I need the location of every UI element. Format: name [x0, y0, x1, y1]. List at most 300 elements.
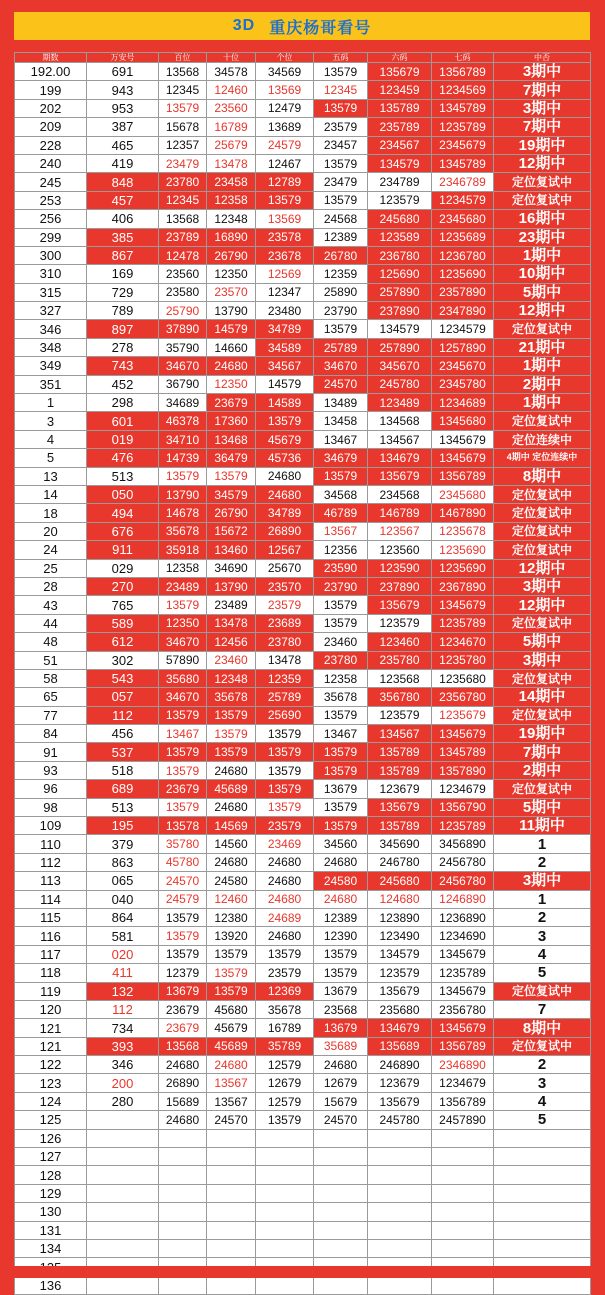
cell-units: 23579 — [256, 964, 314, 982]
cell-number: 863 — [87, 853, 159, 871]
cell-six-code: 125690 — [368, 265, 432, 283]
cell-tens: 24680 — [207, 853, 256, 871]
cell-result: 5 — [494, 1111, 591, 1129]
cell-six-code: 135679 — [368, 798, 432, 816]
blank-row — [15, 1240, 591, 1258]
cell-number: 406 — [87, 210, 159, 228]
cell-seven-code: 1345679 — [432, 596, 494, 614]
table-row — [15, 99, 591, 117]
banner-title: 重庆杨哥看号 — [269, 19, 372, 37]
table-row — [15, 283, 591, 301]
cell-units: 12467 — [256, 154, 314, 172]
cell-units: 14589 — [256, 394, 314, 412]
cell-number: 689 — [87, 780, 159, 798]
cell-tens: 23570 — [207, 283, 256, 301]
cell-seven-code: 1345679 — [432, 430, 494, 448]
cell-seven-code: 1345789 — [432, 743, 494, 761]
cell-hundreds: 36790 — [159, 375, 207, 393]
table-row — [15, 725, 591, 743]
cell-result: 19期中 — [494, 725, 591, 743]
cell-seven-code: 1357890 — [432, 761, 494, 779]
cell-period: 20 — [15, 522, 87, 540]
cell-number — [87, 1166, 159, 1184]
cell-number: 537 — [87, 743, 159, 761]
cell-hundreds: 15678 — [159, 118, 207, 136]
cell-hundreds: 13467 — [159, 725, 207, 743]
cell-number: 040 — [87, 890, 159, 908]
cell-result: 定位复试中 — [494, 522, 591, 540]
cell-result: 定位复试中 — [494, 982, 591, 1000]
cell-five-code: 13467 — [314, 725, 368, 743]
cell-period: 116 — [15, 927, 87, 945]
cell-units: 34789 — [256, 320, 314, 338]
cell-tens — [207, 1276, 256, 1294]
cell-hundreds: 12379 — [159, 964, 207, 982]
table-row — [15, 688, 591, 706]
cell-result: 23期中 — [494, 228, 591, 246]
cell-seven-code: 1234679 — [432, 780, 494, 798]
cell-period: 228 — [15, 136, 87, 154]
cell-units — [256, 1166, 314, 1184]
cell-five-code: 23460 — [314, 633, 368, 651]
cell-five-code — [314, 1166, 368, 1184]
cell-number: 411 — [87, 964, 159, 982]
cell-units: 23578 — [256, 228, 314, 246]
cell-units: 12789 — [256, 173, 314, 191]
cell-result: 2 — [494, 908, 591, 926]
cell-hundreds: 57890 — [159, 651, 207, 669]
cell-six-code: 135789 — [368, 761, 432, 779]
cell-units: 35789 — [256, 1037, 314, 1055]
cell-seven-code: 1234569 — [432, 81, 494, 99]
header-period: 期数 — [15, 53, 87, 63]
cell-tens — [207, 1203, 256, 1221]
cell-number: 743 — [87, 357, 159, 375]
cell-period: 58 — [15, 669, 87, 687]
cell-tens: 12348 — [207, 210, 256, 228]
cell-period: 44 — [15, 614, 87, 632]
cell-five-code: 25890 — [314, 283, 368, 301]
cell-seven-code: 1235678 — [432, 522, 494, 540]
cell-six-code: 237890 — [368, 302, 432, 320]
cell-tens: 13579 — [207, 725, 256, 743]
top-strip — [0, 0, 605, 12]
cell-five-code: 23790 — [314, 302, 368, 320]
cell-six-code: 135679 — [368, 596, 432, 614]
cell-five-code: 23790 — [314, 577, 368, 595]
cell-tens: 13579 — [207, 964, 256, 982]
cell-seven-code: 1356789 — [432, 63, 494, 81]
cell-six-code: 234567 — [368, 136, 432, 154]
table-row — [15, 136, 591, 154]
cell-six-code: 237890 — [368, 577, 432, 595]
cell-result: 4 — [494, 945, 591, 963]
table-row — [15, 743, 591, 761]
table-row — [15, 485, 591, 503]
cell-five-code: 13579 — [314, 320, 368, 338]
cell-result: 3期中 — [494, 577, 591, 595]
cell-hundreds: 13568 — [159, 1037, 207, 1055]
cell-hundreds: 13579 — [159, 743, 207, 761]
header-units: 个位 — [256, 53, 314, 63]
cell-six-code: 123590 — [368, 559, 432, 577]
cell-hundreds: 35780 — [159, 835, 207, 853]
cell-result: 14期中 — [494, 688, 591, 706]
cell-units: 23780 — [256, 633, 314, 651]
cell-five-code: 13579 — [314, 798, 368, 816]
table-row — [15, 394, 591, 412]
cell-result: 4 — [494, 1092, 591, 1110]
cell-tens: 12460 — [207, 890, 256, 908]
cell-number: 789 — [87, 302, 159, 320]
cell-six-code: 234568 — [368, 485, 432, 503]
cell-five-code: 23568 — [314, 1000, 368, 1018]
cell-five-code — [314, 1221, 368, 1239]
cell-five-code: 12345 — [314, 81, 368, 99]
cell-number: 897 — [87, 320, 159, 338]
cell-seven-code: 1235780 — [432, 651, 494, 669]
cell-tens: 35678 — [207, 688, 256, 706]
cell-result: 5期中 — [494, 633, 591, 651]
cell-hundreds: 23679 — [159, 1019, 207, 1037]
cell-five-code: 13679 — [314, 780, 368, 798]
cell-hundreds: 13579 — [159, 798, 207, 816]
cell-hundreds: 12358 — [159, 559, 207, 577]
cell-seven-code: 2345780 — [432, 375, 494, 393]
cell-tens: 24680 — [207, 1056, 256, 1074]
cell-seven-code — [432, 1276, 494, 1294]
cell-period: 48 — [15, 633, 87, 651]
cell-six-code — [368, 1221, 432, 1239]
cell-number: 057 — [87, 688, 159, 706]
cell-hundreds: 13579 — [159, 99, 207, 117]
cell-tens: 13460 — [207, 541, 256, 559]
cell-period: 91 — [15, 743, 87, 761]
cell-six-code: 135689 — [368, 1037, 432, 1055]
cell-seven-code: 1235789 — [432, 817, 494, 835]
cell-units: 12479 — [256, 99, 314, 117]
cell-tens: 13579 — [207, 743, 256, 761]
cell-seven-code: 2346890 — [432, 1056, 494, 1074]
cell-result: 7期中 — [494, 743, 591, 761]
table-row — [15, 265, 591, 283]
cell-units: 23579 — [256, 817, 314, 835]
cell-period: 349 — [15, 357, 87, 375]
cell-result: 定位复试中 — [494, 780, 591, 798]
cell-seven-code: 1345789 — [432, 154, 494, 172]
header-number: 万安号 — [87, 53, 159, 63]
cell-units: 13579 — [256, 798, 314, 816]
cell-seven-code: 1246890 — [432, 890, 494, 908]
cell-period: 122 — [15, 1056, 87, 1074]
table-row — [15, 669, 591, 687]
cell-five-code: 23479 — [314, 173, 368, 191]
cell-six-code: 245780 — [368, 1111, 432, 1129]
cell-five-code: 12389 — [314, 228, 368, 246]
cell-hundreds: 23679 — [159, 1000, 207, 1018]
cell-units: 12579 — [256, 1056, 314, 1074]
cell-seven-code: 1356789 — [432, 1092, 494, 1110]
cell-tens: 12460 — [207, 81, 256, 99]
cell-seven-code — [432, 1129, 494, 1147]
cell-hundreds: 13579 — [159, 596, 207, 614]
cell-seven-code: 1345679 — [432, 449, 494, 467]
cell-period: 123 — [15, 1074, 87, 1092]
cell-units: 25670 — [256, 559, 314, 577]
cell-seven-code: 1235789 — [432, 614, 494, 632]
cell-tens: 12456 — [207, 633, 256, 651]
cell-hundreds: 34670 — [159, 633, 207, 651]
cell-five-code: 13579 — [314, 63, 368, 81]
cell-units: 13579 — [256, 725, 314, 743]
table-row — [15, 927, 591, 945]
cell-seven-code: 1234689 — [432, 394, 494, 412]
cell-seven-code: 1234679 — [432, 1074, 494, 1092]
cell-units — [256, 1276, 314, 1294]
cell-period: 96 — [15, 780, 87, 798]
cell-period: 128 — [15, 1166, 87, 1184]
cell-result: 12期中 — [494, 596, 591, 614]
cell-units — [256, 1184, 314, 1202]
blank-row — [15, 1148, 591, 1166]
cell-units: 13689 — [256, 118, 314, 136]
cell-tens: 13478 — [207, 154, 256, 172]
table-row — [15, 154, 591, 172]
cell-tens — [207, 1240, 256, 1258]
table-row — [15, 945, 591, 963]
cell-tens: 45679 — [207, 1019, 256, 1037]
cell-number: 476 — [87, 449, 159, 467]
cell-result: 5 — [494, 964, 591, 982]
cell-seven-code: 1235789 — [432, 964, 494, 982]
cell-tens — [207, 1148, 256, 1166]
cell-five-code: 13567 — [314, 522, 368, 540]
cell-period: 130 — [15, 1203, 87, 1221]
cell-period: 199 — [15, 81, 87, 99]
cell-number: 020 — [87, 945, 159, 963]
cell-hundreds: 12345 — [159, 81, 207, 99]
cell-six-code: 135679 — [368, 63, 432, 81]
cell-units: 13569 — [256, 210, 314, 228]
table-row — [15, 338, 591, 356]
cell-tens: 45680 — [207, 1000, 256, 1018]
cell-period: 93 — [15, 761, 87, 779]
cell-hundreds: 15689 — [159, 1092, 207, 1110]
cell-tens: 34578 — [207, 63, 256, 81]
cell-seven-code: 2345670 — [432, 357, 494, 375]
cell-six-code — [368, 1129, 432, 1147]
table-row — [15, 467, 591, 485]
cell-result: 12期中 — [494, 154, 591, 172]
cell-seven-code — [432, 1148, 494, 1166]
cell-period: 129 — [15, 1184, 87, 1202]
cell-number: 456 — [87, 725, 159, 743]
cell-units: 34569 — [256, 63, 314, 81]
cell-six-code: 246780 — [368, 853, 432, 871]
cell-six-code: 345670 — [368, 357, 432, 375]
cell-result — [494, 1221, 591, 1239]
cell-six-code: 123460 — [368, 633, 432, 651]
cell-hundreds — [159, 1148, 207, 1166]
cell-five-code — [314, 1184, 368, 1202]
cell-number: 581 — [87, 927, 159, 945]
cell-hundreds — [159, 1166, 207, 1184]
cell-result: 定位复试中 — [494, 541, 591, 559]
cell-seven-code: 3456890 — [432, 835, 494, 853]
cell-tens: 34690 — [207, 559, 256, 577]
cell-period: 117 — [15, 945, 87, 963]
cell-hundreds — [159, 1203, 207, 1221]
blank-row — [15, 1166, 591, 1184]
cell-hundreds: 34710 — [159, 430, 207, 448]
cell-hundreds: 24680 — [159, 1111, 207, 1129]
table-row — [15, 577, 591, 595]
cell-tens: 12350 — [207, 375, 256, 393]
header-hundreds: 百位 — [159, 53, 207, 63]
cell-hundreds: 45780 — [159, 853, 207, 871]
cell-seven-code: 2345680 — [432, 485, 494, 503]
cell-six-code: 123490 — [368, 927, 432, 945]
cell-number — [87, 1240, 159, 1258]
header-row — [15, 53, 591, 63]
cell-hundreds: 24570 — [159, 872, 207, 890]
cell-six-code: 134567 — [368, 725, 432, 743]
cell-result: 1期中 — [494, 246, 591, 264]
cell-six-code — [368, 1166, 432, 1184]
cell-seven-code: 2367890 — [432, 577, 494, 595]
table-row — [15, 706, 591, 724]
cell-hundreds: 25790 — [159, 302, 207, 320]
cell-tens: 14569 — [207, 817, 256, 835]
cell-five-code: 13458 — [314, 412, 368, 430]
cell-result: 定位复试中 — [494, 485, 591, 503]
cell-hundreds: 13579 — [159, 706, 207, 724]
cell-seven-code — [432, 1166, 494, 1184]
cell-hundreds: 23789 — [159, 228, 207, 246]
table-row — [15, 430, 591, 448]
cell-hundreds: 34670 — [159, 357, 207, 375]
cell-units: 16789 — [256, 1019, 314, 1037]
cell-six-code: 245780 — [368, 375, 432, 393]
cell-period: 126 — [15, 1129, 87, 1147]
blank-row — [15, 1203, 591, 1221]
cell-result: 定位复试中 — [494, 614, 591, 632]
cell-six-code: 146789 — [368, 504, 432, 522]
cell-result: 定位复试中 — [494, 669, 591, 687]
cell-five-code: 13489 — [314, 394, 368, 412]
cell-tens — [207, 1221, 256, 1239]
cell-tens: 24580 — [207, 872, 256, 890]
cell-five-code: 34568 — [314, 485, 368, 503]
cell-six-code: 134579 — [368, 154, 432, 172]
cell-six-code: 134579 — [368, 320, 432, 338]
cell-tens: 14660 — [207, 338, 256, 356]
cell-seven-code: 1235690 — [432, 559, 494, 577]
cell-seven-code: 1345680 — [432, 412, 494, 430]
cell-units: 13569 — [256, 81, 314, 99]
cell-seven-code: 2345679 — [432, 136, 494, 154]
cell-number — [87, 1148, 159, 1166]
cell-number: 513 — [87, 798, 159, 816]
cell-five-code — [314, 1203, 368, 1221]
cell-period: 131 — [15, 1221, 87, 1239]
cell-hundreds: 13579 — [159, 908, 207, 926]
cell-five-code: 12679 — [314, 1074, 368, 1092]
cell-period: 1 — [15, 394, 87, 412]
cell-hundreds: 26890 — [159, 1074, 207, 1092]
cell-period: 112 — [15, 853, 87, 871]
cell-result: 3 — [494, 927, 591, 945]
cell-tens: 26790 — [207, 504, 256, 522]
cell-number: 112 — [87, 706, 159, 724]
cell-result — [494, 1148, 591, 1166]
cell-hundreds: 24579 — [159, 890, 207, 908]
cell-period: 24 — [15, 541, 87, 559]
cell-period: 202 — [15, 99, 87, 117]
cell-number: 278 — [87, 338, 159, 356]
cell-five-code: 24680 — [314, 1056, 368, 1074]
cell-number: 911 — [87, 541, 159, 559]
cell-seven-code: 1257890 — [432, 338, 494, 356]
cell-period: 240 — [15, 154, 87, 172]
cell-number: 465 — [87, 136, 159, 154]
cell-number: 387 — [87, 118, 159, 136]
cell-tens: 12380 — [207, 908, 256, 926]
cell-number: 200 — [87, 1074, 159, 1092]
cell-units: 24689 — [256, 908, 314, 926]
table-row — [15, 908, 591, 926]
cell-period: 209 — [15, 118, 87, 136]
cell-six-code: 235780 — [368, 651, 432, 669]
cell-seven-code: 1234579 — [432, 320, 494, 338]
cell-six-code — [368, 1203, 432, 1221]
cell-number: 864 — [87, 908, 159, 926]
cell-units: 25690 — [256, 706, 314, 724]
cell-result: 定位连续中 — [494, 430, 591, 448]
cell-five-code: 15679 — [314, 1092, 368, 1110]
cell-tens: 17360 — [207, 412, 256, 430]
cell-units: 14579 — [256, 375, 314, 393]
cell-six-code: 134579 — [368, 945, 432, 963]
cell-units: 24579 — [256, 136, 314, 154]
table-row — [15, 173, 591, 191]
cell-hundreds: 23679 — [159, 780, 207, 798]
cell-six-code: 123560 — [368, 541, 432, 559]
cell-tens: 13468 — [207, 430, 256, 448]
cell-result: 1 — [494, 890, 591, 908]
cell-five-code: 25789 — [314, 338, 368, 356]
cell-tens: 14579 — [207, 320, 256, 338]
cell-tens: 45689 — [207, 1037, 256, 1055]
bottom-strip — [0, 1266, 605, 1278]
cell-seven-code: 1236890 — [432, 908, 494, 926]
cell-number: 729 — [87, 283, 159, 301]
cell-hundreds: 37890 — [159, 320, 207, 338]
cell-five-code: 35689 — [314, 1037, 368, 1055]
table-row — [15, 357, 591, 375]
blank-row — [15, 1184, 591, 1202]
table-row — [15, 522, 591, 540]
cell-hundreds: 12345 — [159, 191, 207, 209]
title-banner — [14, 12, 590, 40]
cell-period: 115 — [15, 908, 87, 926]
header-five-code: 五码 — [314, 53, 368, 63]
cell-result: 定位复试中 — [494, 412, 591, 430]
cell-tens: 13567 — [207, 1074, 256, 1092]
cell-six-code: 356780 — [368, 688, 432, 706]
cell-five-code: 13579 — [314, 706, 368, 724]
cell-five-code — [314, 1240, 368, 1258]
